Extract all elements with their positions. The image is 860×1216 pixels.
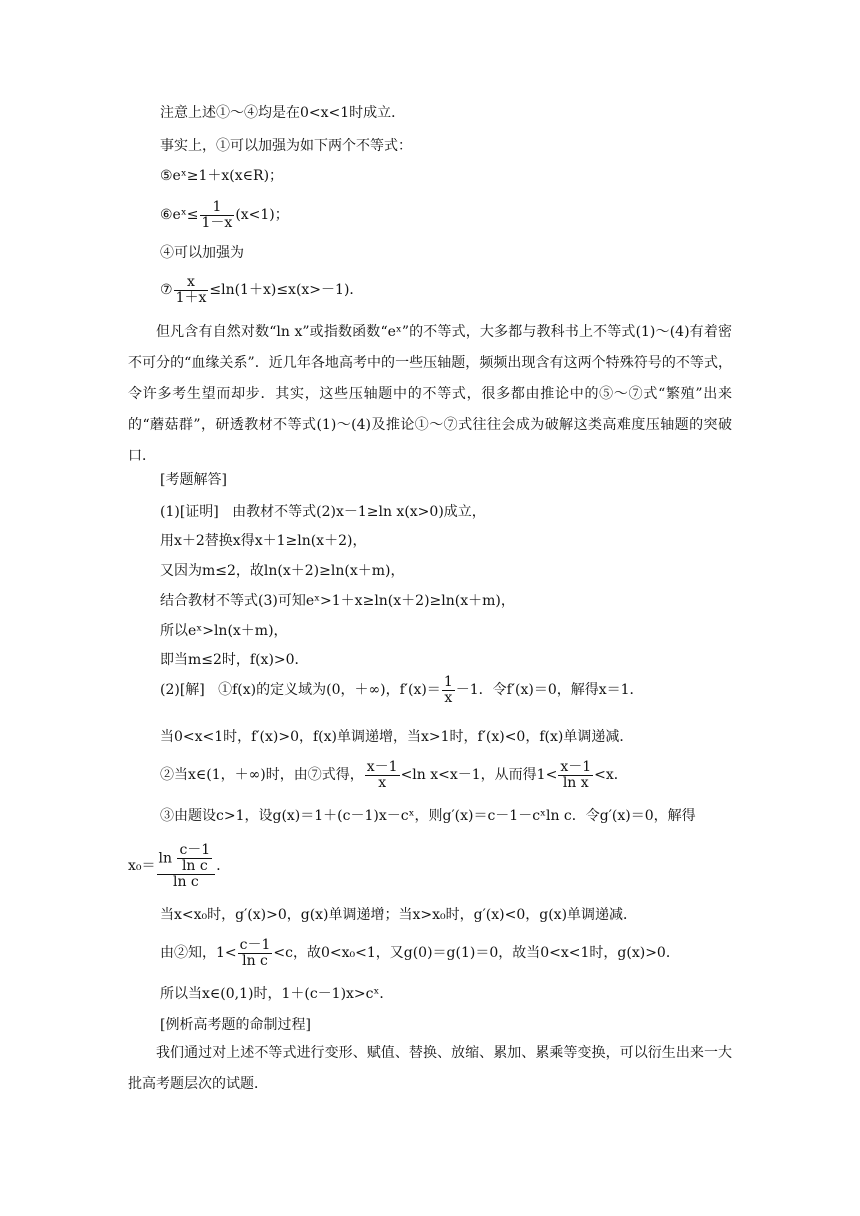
proof-label: (1)[证明] [160,504,219,520]
proof-line: 又因为m≤2，故ln(x＋2)≥ln(x＋m)， [160,563,405,579]
numerator [157,843,216,875]
denominator: ln c [242,952,268,969]
fraction [200,200,235,231]
numerator: x－1 [366,758,398,775]
proof-line: 即当m≤2时，f(x)>0． [160,652,309,668]
solution-line [160,935,680,971]
text-line: 注意上述①～④均是在0<x<1时成立． [160,105,406,121]
text: x₀＝ [128,858,156,874]
numerator: 1 [200,200,235,216]
fraction [442,675,455,706]
denominator: x [378,774,387,791]
paragraph: 但凡含有自然对数“ln x”或指数函数“eˣ”的不等式，大多都与教科书上不等式(1)～(4)有着密不可分的“血缘关系”．近几年各地高考中的一些压轴题，频频出现含有这两个特殊符号的不等式，令许多考生望而却步．其实，这些压轴题中的不等式，很多都由推论中的⑤～⑦式“繁殖”出来的“蘑菇群”，研透教材不等式(1)～(4)及推论①～⑦式往往会成为破解这类高难度压轴题的突破口． [128,324,732,464]
ln-text: ln [158,850,173,866]
section-heading: [例析高考题的命制过程] [160,1017,311,1033]
solution-line: ③由题设c>1，设g(x)＝1＋(c－1)x－cˣ，则g′(x)＝c－1－cˣln c．令g′(x)＝0，解得 [160,808,696,824]
denominator: 1－x [201,214,233,231]
inequality-7 [160,272,363,308]
solution-line [160,757,628,793]
text-line: ④可以加强为 [160,245,244,261]
inner-fraction [177,843,212,874]
denominator: ln x [562,774,589,791]
text: (x<1)； [235,207,289,223]
inequality-5: ⑤eˣ≥1＋x(x∈R)； [160,168,284,184]
proof-line: 结合教材不等式(3)可知eˣ>1＋x≥ln(x＋2)≥ln(x＋m)， [160,593,515,609]
solution-line: 所以当x∈(0,1)时，1＋(c－1)x>cˣ． [160,986,394,1002]
text: 由教材不等式(2)x－1≥ln x(x>0)成立， [232,504,486,520]
numerator: 1 [443,673,453,690]
denominator: ln c [181,857,208,874]
text: <c，故0<x₀<1，又g(0)＝g(1)＝0，故当0<x<1时，g(x)>0． [273,945,680,961]
section-heading: [考题解答] [160,472,227,488]
fraction [558,760,593,791]
numerator: c－1 [179,841,211,858]
text: ≤ln(1＋x)≤x(x>－1)． [209,282,364,298]
numerator: x－1 [560,758,592,775]
denominator: 1＋x [175,289,207,306]
numerator: x [174,275,209,291]
text: <x． [594,767,628,783]
inequality-6 [160,197,289,233]
text: 由②知，1< [160,945,237,961]
solution-line: 当0<x<1时，f′(x)>0，f(x)单调递增，当x>1时，f′(x)<0，f(x)单调递减． [160,729,634,745]
solution-label: (2)[解] [160,682,205,698]
text: <ln x<x－1，从而得1< [400,767,558,783]
paragraph: 我们通过对上述不等式进行变形、赋值、替换、放缩、累加、累乘等变换，可以衍生出来一大批高考题层次的试题． [128,1045,732,1092]
text-line: 事实上，①可以加强为如下两个不等式： [160,138,412,154]
fraction [365,760,400,791]
solution-line: 当x<x₀时，g′(x)>0，g(x)单调递增；当x>x₀时，g′(x)<0，g(x)单调递减． [160,907,638,923]
fraction [238,938,273,969]
proof-line: 用x＋2替换x得x＋1≥ln(x＋2)， [160,533,367,549]
denominator: x [444,689,453,706]
solution-line [160,672,644,708]
proof-line [160,503,486,521]
text: ⑥eˣ≤ [160,207,199,223]
x0-formula [128,838,230,894]
fraction [157,843,216,890]
text: ⑦ [160,282,173,298]
fraction [174,275,209,306]
numerator: c－1 [239,936,271,953]
denominator: ln c [172,873,199,890]
text: ①f(x)的定义域为(0，＋∞)，f′(x)＝ [218,682,441,698]
text: ②当x∈(1，＋∞)时，由⑦式得， [160,767,364,783]
proof-line: 所以eˣ>ln(x＋m)， [160,623,288,639]
text: ． [216,858,231,874]
text: －1．令f′(x)＝0，解得x＝1． [455,682,644,698]
